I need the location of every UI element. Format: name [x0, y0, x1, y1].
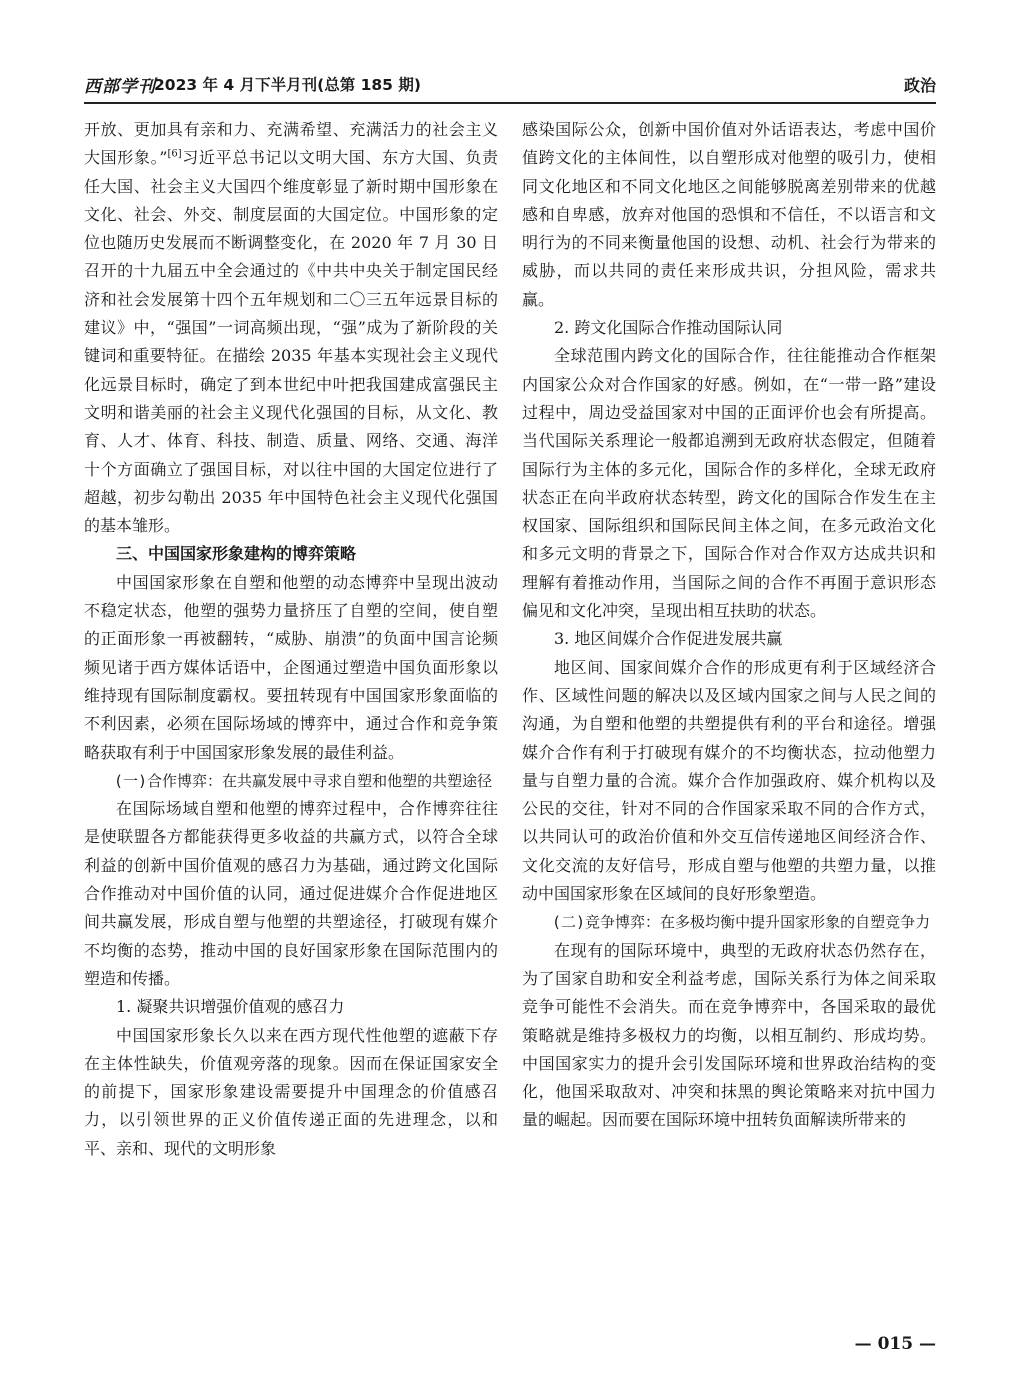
paragraph: 感染国际公众，创新中国价值对外话语表达，考虑中国价值跨文化的主体间性，以自塑形成对他塑的吸引力，使相同文化地区和不同文化地区之间能够脱离差别带来的优越感和自卑感，放弃对他国的恐惧和不信任，不以语言和文明行为的不同来衡量他国的设想、动机、社会行为带来的威胁，而以共同的责任来形成共识，分担风险，需求共赢。	[522, 120, 936, 309]
section-heading: 三、中国国家形象建构的博弈策略	[116, 544, 357, 564]
right-column	[522, 116, 936, 1286]
paragraph: 中国国家形象在自塑和他塑的动态博弈中呈现出波动不稳定状态，他塑的强势力量挤压了自塑的空间，使自塑的正面形象一再被翻转，“威胁、崩溃”的负面中国言论频频见诸于西方媒体话语中，企图通过塑造中国负面形象以维持现有国际制度霸权。要扭转现有中国国家形象面临的不利因素，必须在国际场域的博弈中，通过合作和竞争策略获取有利于中国国家形象发展的最佳利益。	[84, 572, 498, 762]
paragraph: 中国国家形象长久以来在西方现代性他塑的遮蔽下存在主体性缺失，价值观旁落的现象。因而在保证国家安全的前提下，国家形象建设需要提升中国理念的价值感召力，以引领世界的正义价值传递正面的先进理念，以和平、亲和、现代的文明形象	[84, 1025, 498, 1158]
issue-info: 2023 年 4 月下半月刊(总第 185 期)	[154, 76, 421, 94]
paragraph: 在国际场域自塑和他塑的博弈过程中，合作博弈往往是使联盟各方都能获得更多收益的共赢方式，以符合全球利益的创新中国价值观的感召力为基础，通过跨文化国际合作推动对中国价值的认同，通过促进媒介合作促进地区间共赢发展，形成自塑与他塑的共塑途径，打破现有媒介不均衡的态势，推动中国的良好国家形象在国际范围内的塑造和传播。	[84, 799, 498, 988]
numbered-heading: 2. 跨文化国际合作推动国际认同	[554, 318, 783, 338]
journal-logo: 西部学刊	[84, 77, 156, 97]
subsection-heading: (二)竞争博弈：在多极均衡中提升国家形象的自塑竞争力	[552, 913, 931, 932]
paragraph: 在现有的国际环境中，典型的无政府状态仍然存在，为了国家自助和安全利益考虑，国际关系行为体之间采取竞争可能性不会消失。而在竞争博弈中，各国采取的最优策略就是维持多极权力的均衡，以相互制约、形成均势。中国国家实力的提升会引发国际环境和世界政治结构的变化，他国采取敌对、冲突和抹黑的舆论策略来对抗中国力量的崛起。因而要在国际环境中扭转负面解读所带来的	[522, 940, 936, 1130]
paragraph-text: 开放、更加具有亲和力、充满希望、充满活力的社会主义大国形象。”	[84, 120, 498, 168]
numbered-heading: 3. 地区间媒介合作促进发展共赢	[554, 629, 783, 649]
running-header	[84, 70, 936, 104]
paragraph-text: 习近平总书记以文明大国、东方大国、负责任大国、社会主义大国四个维度彰显了新时期中国形象在文化、社会、外交、制度层面的大国定位。中国形象的定位也随历史发展而不断调整变化，在 2020 年 7 月 30 日召开的十九届五中全会通过的《中共中央关于制定国民经济和社会发展第十四个五年规划和二〇三五年远景目标的建议》中，“强国”一词高频出现，“强”成为了新阶段的关键词和重要特征。在描绘 2035 年基本实现社会主义现代化远景目标时，确定了到本世纪中叶把我国建成富强民主文明和谐美丽的社会主义现代化强国的目标，从文化、教育、人才、体育、科技、制造、质量、网络、交通、海洋十个方面确立了强国目标，对以往中国的大国定位进行了超越，初步勾勒出 2035 年中国特色社会主义现代化强国的基本雏形。	[84, 148, 498, 536]
paragraph: 全球范围内跨文化的国际合作，往往能推动合作框架内国家公众对合作国家的好感。例如，在“一带一路”建设过程中，周边受益国家对中国的正面评价也会有所提高。当代国际关系理论一般都追溯到无政府状态假定，但随着国际行为主体的多元化，国际合作的多样化，全球无政府状态正在向半政府状态转型，跨文化的国际合作发生在主权国家、国际组织和国际民间主体之间，在多元政治文化和多元文明的背景之下，国际合作对合作双方达成共识和理解有着推动作用，当国际之间的合作不再囿于意识形态偏见和文化冲突，呈现出相互扶助的状态。	[522, 346, 936, 621]
subsection-heading: (一)合作博弈：在共赢发展中寻求自塑和他塑的共塑途径	[114, 771, 493, 790]
numbered-heading: 1. 凝聚共识增强价值观的感召力	[116, 997, 345, 1017]
section-label: 政治	[903, 76, 936, 95]
paragraph: 地区间、国家间媒介合作的形成更有利于区域经济合作、区域性问题的解决以及区域内国家之间与人民之间的沟通，为自塑和他塑的共塑提供有利的平台和途径。增强媒介合作有利于打破现有媒介的不均衡状态，拉动他塑力量与自塑力量的合流。媒介合作加强政府、媒介机构以及公民的交往，针对不同的合作国家采取不同的合作方式，以共同认可的政治价值和外交互信传递地区间经济合作、文化交流的友好信号，形成自塑与他塑的共塑力量，以推动中国国家形象在区域间的良好形象塑造。	[522, 657, 936, 904]
left-column	[84, 116, 498, 1286]
citation-ref: [6]	[167, 148, 182, 160]
page-number: — 015 —	[854, 1334, 936, 1354]
paragraph	[84, 116, 498, 540]
